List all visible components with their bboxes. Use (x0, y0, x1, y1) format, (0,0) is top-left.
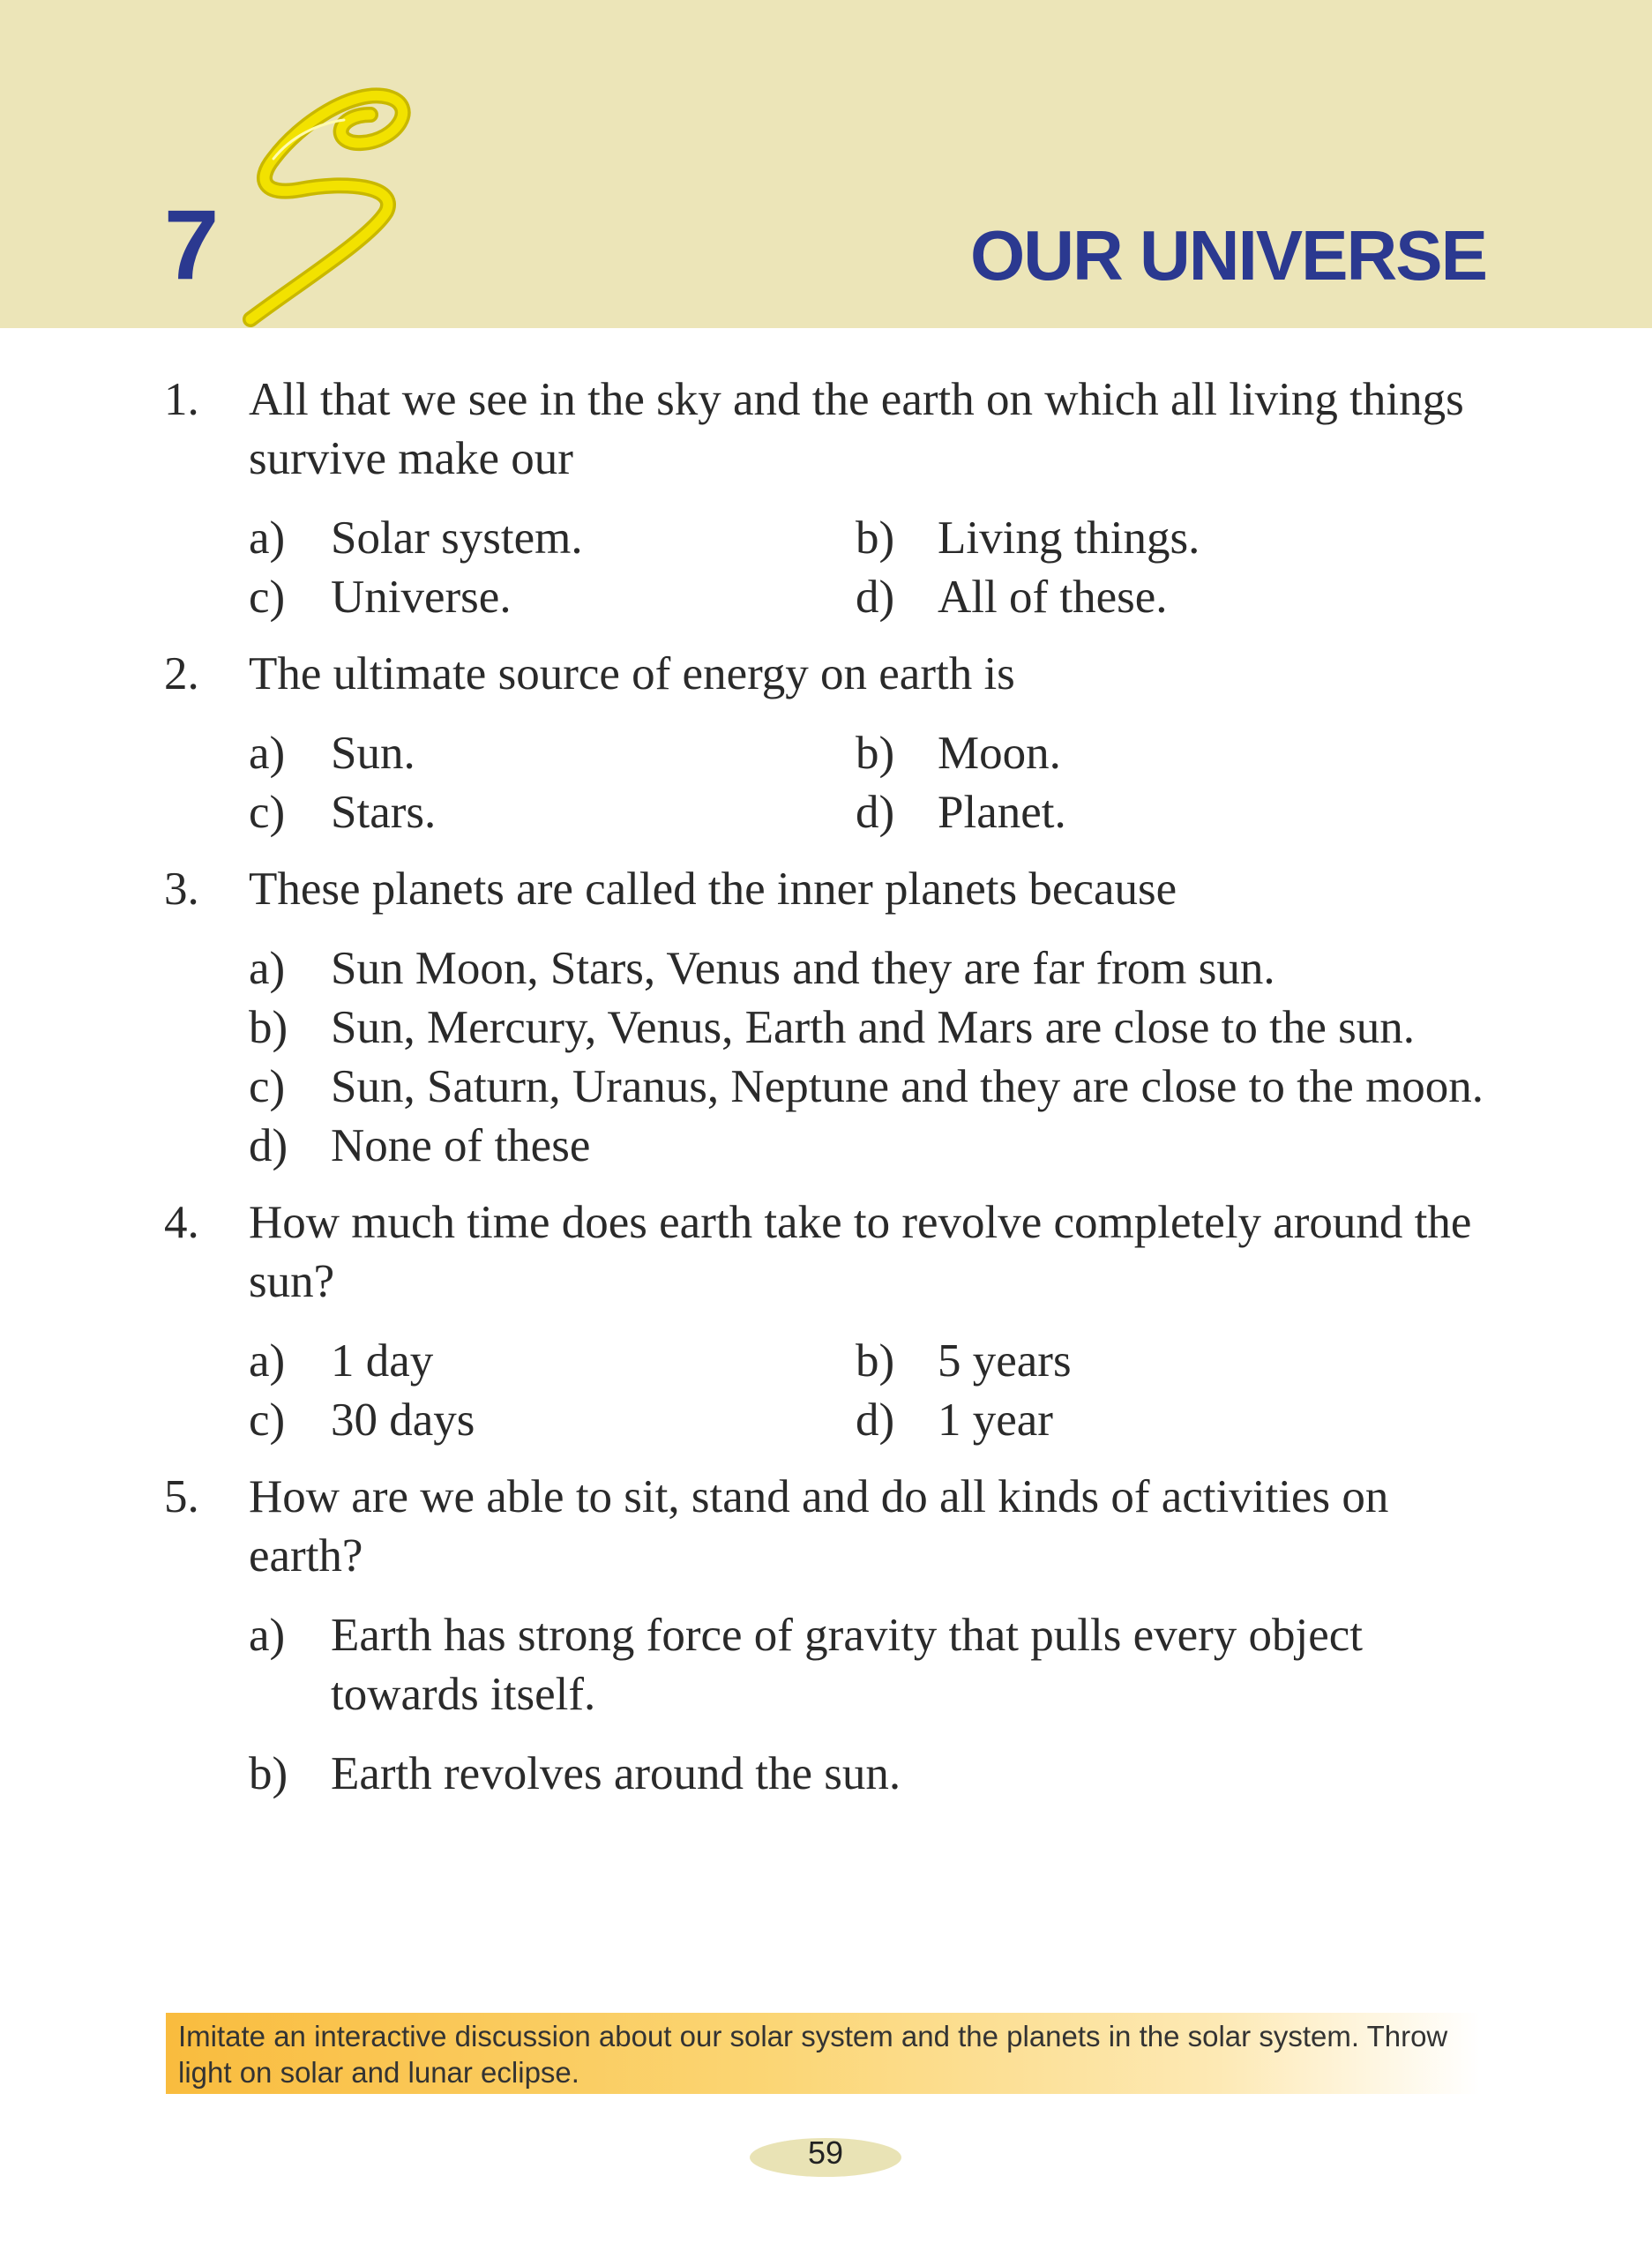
option-text: Earth has strong force of gravity that pulls every object towards itself. (331, 1610, 1364, 1720)
page-number-badge (750, 2135, 901, 2177)
option-text: Universe. (331, 572, 512, 623)
option-text: 1 year (938, 1394, 1053, 1446)
question-number: 5. (164, 1471, 199, 1522)
chapter-title: OUR UNIVERSE (970, 216, 1486, 295)
options (249, 939, 1487, 1176)
option-c (249, 1391, 856, 1450)
option-label: b) (856, 1335, 895, 1387)
option-label: a) (249, 728, 286, 779)
option-label: a) (249, 943, 286, 994)
option-b (249, 998, 1487, 1058)
option-text: Stars. (331, 787, 437, 838)
option-text: Solar system. (331, 512, 583, 564)
question-text: These planets are called the inner planets because (249, 864, 1177, 915)
option-text: 30 days (331, 1394, 475, 1446)
question-1 (164, 370, 1487, 627)
question-number: 3. (164, 864, 199, 915)
question-text: All that we see in the sky and the earth on which all living things survive make our (249, 374, 1464, 484)
option-label: d) (856, 572, 895, 623)
option-label: a) (249, 1610, 286, 1661)
question-text: How are we able to sit, stand and do all kinds of activities on earth? (249, 1471, 1389, 1581)
question-list (164, 370, 1487, 1824)
option-a (249, 1606, 1487, 1724)
option-label: a) (249, 512, 286, 564)
options (249, 1332, 1487, 1450)
option-text: Living things. (938, 512, 1200, 564)
option-a (249, 939, 1487, 998)
option-text: Sun. (331, 728, 415, 779)
option-text: Sun, Saturn, Uranus, Neptune and they are close to the moon. (331, 1061, 1484, 1112)
options (249, 1606, 1487, 1804)
option-label: a) (249, 1335, 286, 1387)
question-text: How much time does earth take to revolve completely around the sun? (249, 1197, 1472, 1307)
option-label: c) (249, 1394, 286, 1446)
option-d (856, 568, 1473, 627)
option-text: Planet. (938, 787, 1066, 838)
swirl-decoration-icon (238, 62, 441, 335)
option-label: b) (249, 1748, 288, 1799)
option-d (856, 1391, 1473, 1450)
option-label: c) (249, 1061, 286, 1112)
option-b (856, 1332, 1473, 1391)
option-text: Moon. (938, 728, 1061, 779)
option-b (249, 1745, 1487, 1804)
question-number: 1. (164, 374, 199, 425)
option-label: d) (856, 1394, 895, 1446)
option-label: b) (856, 728, 895, 779)
question-2 (164, 645, 1487, 842)
chapter-number: 7 (164, 190, 220, 300)
page-number: 59 (807, 2135, 844, 2171)
chapter-header (0, 0, 1652, 328)
option-text: 1 day (331, 1335, 434, 1387)
teacher-note: Imitate an interactive discussion about our solar system and the planets in the solar system. Throw light on solar and lunar eclipse. (166, 2013, 1480, 2094)
question-3 (164, 860, 1487, 1176)
option-a (249, 509, 856, 568)
question-number: 4. (164, 1197, 199, 1248)
option-c (249, 783, 856, 842)
option-text: Earth revolves around the sun. (331, 1748, 901, 1799)
option-text: None of these (331, 1120, 591, 1171)
question-5 (164, 1468, 1487, 1804)
option-text: Sun Moon, Stars, Venus and they are far from sun. (331, 943, 1275, 994)
options (249, 509, 1487, 627)
option-b (856, 724, 1473, 783)
options (249, 724, 1487, 842)
option-text: All of these. (938, 572, 1168, 623)
option-b (856, 509, 1473, 568)
option-text: 5 years (938, 1335, 1072, 1387)
option-label: c) (249, 787, 286, 838)
option-d (856, 783, 1473, 842)
option-c (249, 568, 856, 627)
option-label: b) (856, 512, 895, 564)
option-label: c) (249, 572, 286, 623)
option-label: d) (856, 787, 895, 838)
question-text: The ultimate source of energy on earth is (249, 648, 1015, 699)
option-a (249, 1332, 856, 1391)
option-text: Sun, Mercury, Venus, Earth and Mars are close to the sun. (331, 1002, 1416, 1053)
option-d (249, 1117, 1487, 1176)
question-number: 2. (164, 648, 199, 699)
option-label: b) (249, 1002, 288, 1053)
question-4 (164, 1193, 1487, 1450)
option-c (249, 1058, 1487, 1117)
option-label: d) (249, 1120, 288, 1171)
option-a (249, 724, 856, 783)
